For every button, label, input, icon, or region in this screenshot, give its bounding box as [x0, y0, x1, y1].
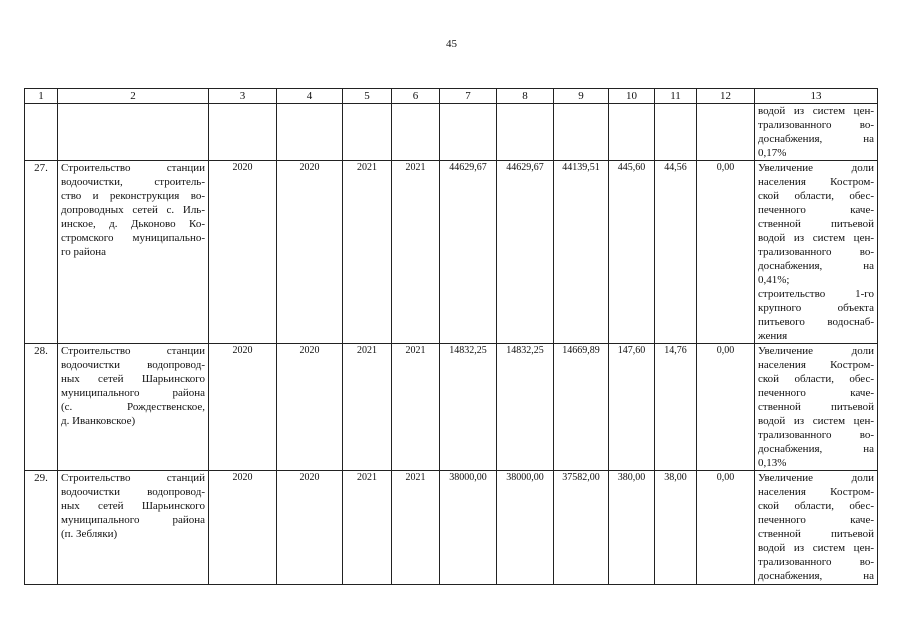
project-name: [58, 344, 209, 471]
text-line: печенного каче-: [758, 514, 874, 526]
column-header: 4: [277, 89, 343, 104]
header-row: [25, 89, 878, 104]
cell-col5: 2021: [343, 161, 392, 344]
text-line: муниципального района: [61, 387, 205, 399]
text-line: муниципального района: [61, 514, 205, 526]
result-cell: [755, 344, 878, 471]
text-line: ственной питьевой: [758, 218, 874, 230]
table-row: [25, 161, 878, 344]
text-line: 0,17%: [758, 147, 787, 159]
text-line: ство и реконструкция во-: [61, 190, 205, 202]
result-cell: [755, 471, 878, 585]
text-line: водой из систем цен-: [758, 415, 874, 427]
text-line: ственной питьевой: [758, 401, 874, 413]
text-line: водой из систем цен-: [758, 105, 874, 117]
text-line: водоочистки водопровод-: [61, 486, 205, 498]
text-line: питьевого водоснаб-: [758, 316, 874, 328]
text-line: стромского муниципально-: [61, 232, 205, 244]
text-line: го района: [61, 246, 107, 258]
text-line: ской области, обес-: [758, 500, 874, 512]
text-line: ской области, обес-: [758, 373, 874, 385]
text-line: д. Иванковское): [61, 415, 136, 427]
text-line: ных сетей Шарьинского: [61, 500, 205, 512]
text-line: ственной питьевой: [758, 528, 874, 540]
cell-col10: 147,60: [609, 344, 655, 471]
cell-col11: 44,56: [655, 161, 697, 344]
column-header: 3: [209, 89, 277, 104]
column-header: 5: [343, 89, 392, 104]
cell-col4: 2020: [277, 161, 343, 344]
cell-col8: 38000,00: [497, 471, 554, 585]
text-line: ской области, обес-: [758, 190, 874, 202]
text-line: населения Костром-: [758, 359, 874, 371]
column-header: 11: [655, 89, 697, 104]
text-line: крупного объекта: [758, 302, 874, 314]
cell-col12: 0,00: [697, 344, 755, 471]
text-line: жения: [758, 330, 788, 342]
text-line: водой из систем цен-: [758, 542, 874, 554]
text-line: населения Костром-: [758, 176, 874, 188]
text-line: Увеличение доли: [758, 162, 874, 174]
row-number: 29.: [25, 471, 58, 585]
cell-col3: 2020: [209, 471, 277, 585]
column-header: 6: [392, 89, 440, 104]
cell-col9: 37582,00: [554, 471, 609, 585]
cell-col4: 2020: [277, 471, 343, 585]
text-line: Увеличение доли: [758, 472, 874, 484]
row-number: 27.: [25, 161, 58, 344]
cell-col5: 2021: [343, 344, 392, 471]
column-header: 7: [440, 89, 497, 104]
text-line: Строительство станции: [61, 162, 205, 174]
text-line: водоочистки, строитель-: [61, 176, 205, 188]
text-line: печенного каче-: [758, 204, 874, 216]
cell-col7: 38000,00: [440, 471, 497, 585]
cell-col3: 2020: [209, 344, 277, 471]
text-line: (п. Зебляки): [61, 528, 118, 540]
result-cell: [755, 104, 878, 161]
cell-col11: 14,76: [655, 344, 697, 471]
page-number: 45: [446, 38, 457, 50]
column-header: 9: [554, 89, 609, 104]
text-line: инское, д. Дьконово Ко-: [61, 218, 205, 230]
text-line: водоочистки водопровод-: [61, 359, 205, 371]
cell-col8: 44629,67: [497, 161, 554, 344]
text-line: печенного каче-: [758, 387, 874, 399]
cell-col4: 2020: [277, 344, 343, 471]
text-line: ных сетей Шарьинского: [61, 373, 205, 385]
column-header: 10: [609, 89, 655, 104]
text-line: трализованного во-: [758, 246, 874, 258]
cell-col7: 14832,25: [440, 344, 497, 471]
text-line: 0,41%;: [758, 274, 790, 286]
text-line: трализованного во-: [758, 556, 874, 568]
cell-col8: 14832,25: [497, 344, 554, 471]
text-line: трализованного во-: [758, 429, 874, 441]
text-line: (с. Рождественское,: [61, 401, 205, 413]
row-number: 28.: [25, 344, 58, 471]
project-name: [58, 161, 209, 344]
cell-col7: 44629,67: [440, 161, 497, 344]
cell-col6: 2021: [392, 471, 440, 585]
column-header: 13: [755, 89, 878, 104]
result-cell: [755, 161, 878, 344]
text-line: доснабжения, на: [758, 260, 874, 272]
cell-col10: 380,00: [609, 471, 655, 585]
text-line: допроводных сетей с. Иль-: [61, 204, 205, 216]
column-header: 1: [25, 89, 58, 104]
text-line: Увеличение доли: [758, 345, 874, 357]
text-line: Строительство станций: [61, 472, 205, 484]
text-line: населения Костром-: [758, 486, 874, 498]
cell-col10: 445,60: [609, 161, 655, 344]
column-header: 12: [697, 89, 755, 104]
table-row: [25, 344, 878, 471]
text-line: водой из систем цен-: [758, 232, 874, 244]
text-line: 0,13%: [758, 457, 787, 469]
cell-col5: 2021: [343, 471, 392, 585]
continuation-row: [25, 104, 878, 161]
text-line: доснабжения, на: [758, 133, 874, 145]
cell-col9: 14669,89: [554, 344, 609, 471]
text-line: строительство 1-го: [758, 288, 874, 300]
investment-table: [24, 88, 878, 585]
column-header: 8: [497, 89, 554, 104]
cell-col6: 2021: [392, 344, 440, 471]
cell-col11: 38,00: [655, 471, 697, 585]
text-line: Строительство станции: [61, 345, 205, 357]
cell-col3: 2020: [209, 161, 277, 344]
text-line: доснабжения, на: [758, 443, 874, 455]
cell-col12: 0,00: [697, 161, 755, 344]
cell-col9: 44139,51: [554, 161, 609, 344]
project-name: [58, 471, 209, 585]
cell-col6: 2021: [392, 161, 440, 344]
table-row: [25, 471, 878, 585]
cell-col12: 0,00: [697, 471, 755, 585]
text-line: трализованного во-: [758, 119, 874, 131]
text-line: доснабжения, на: [758, 570, 874, 582]
column-header: 2: [58, 89, 209, 104]
